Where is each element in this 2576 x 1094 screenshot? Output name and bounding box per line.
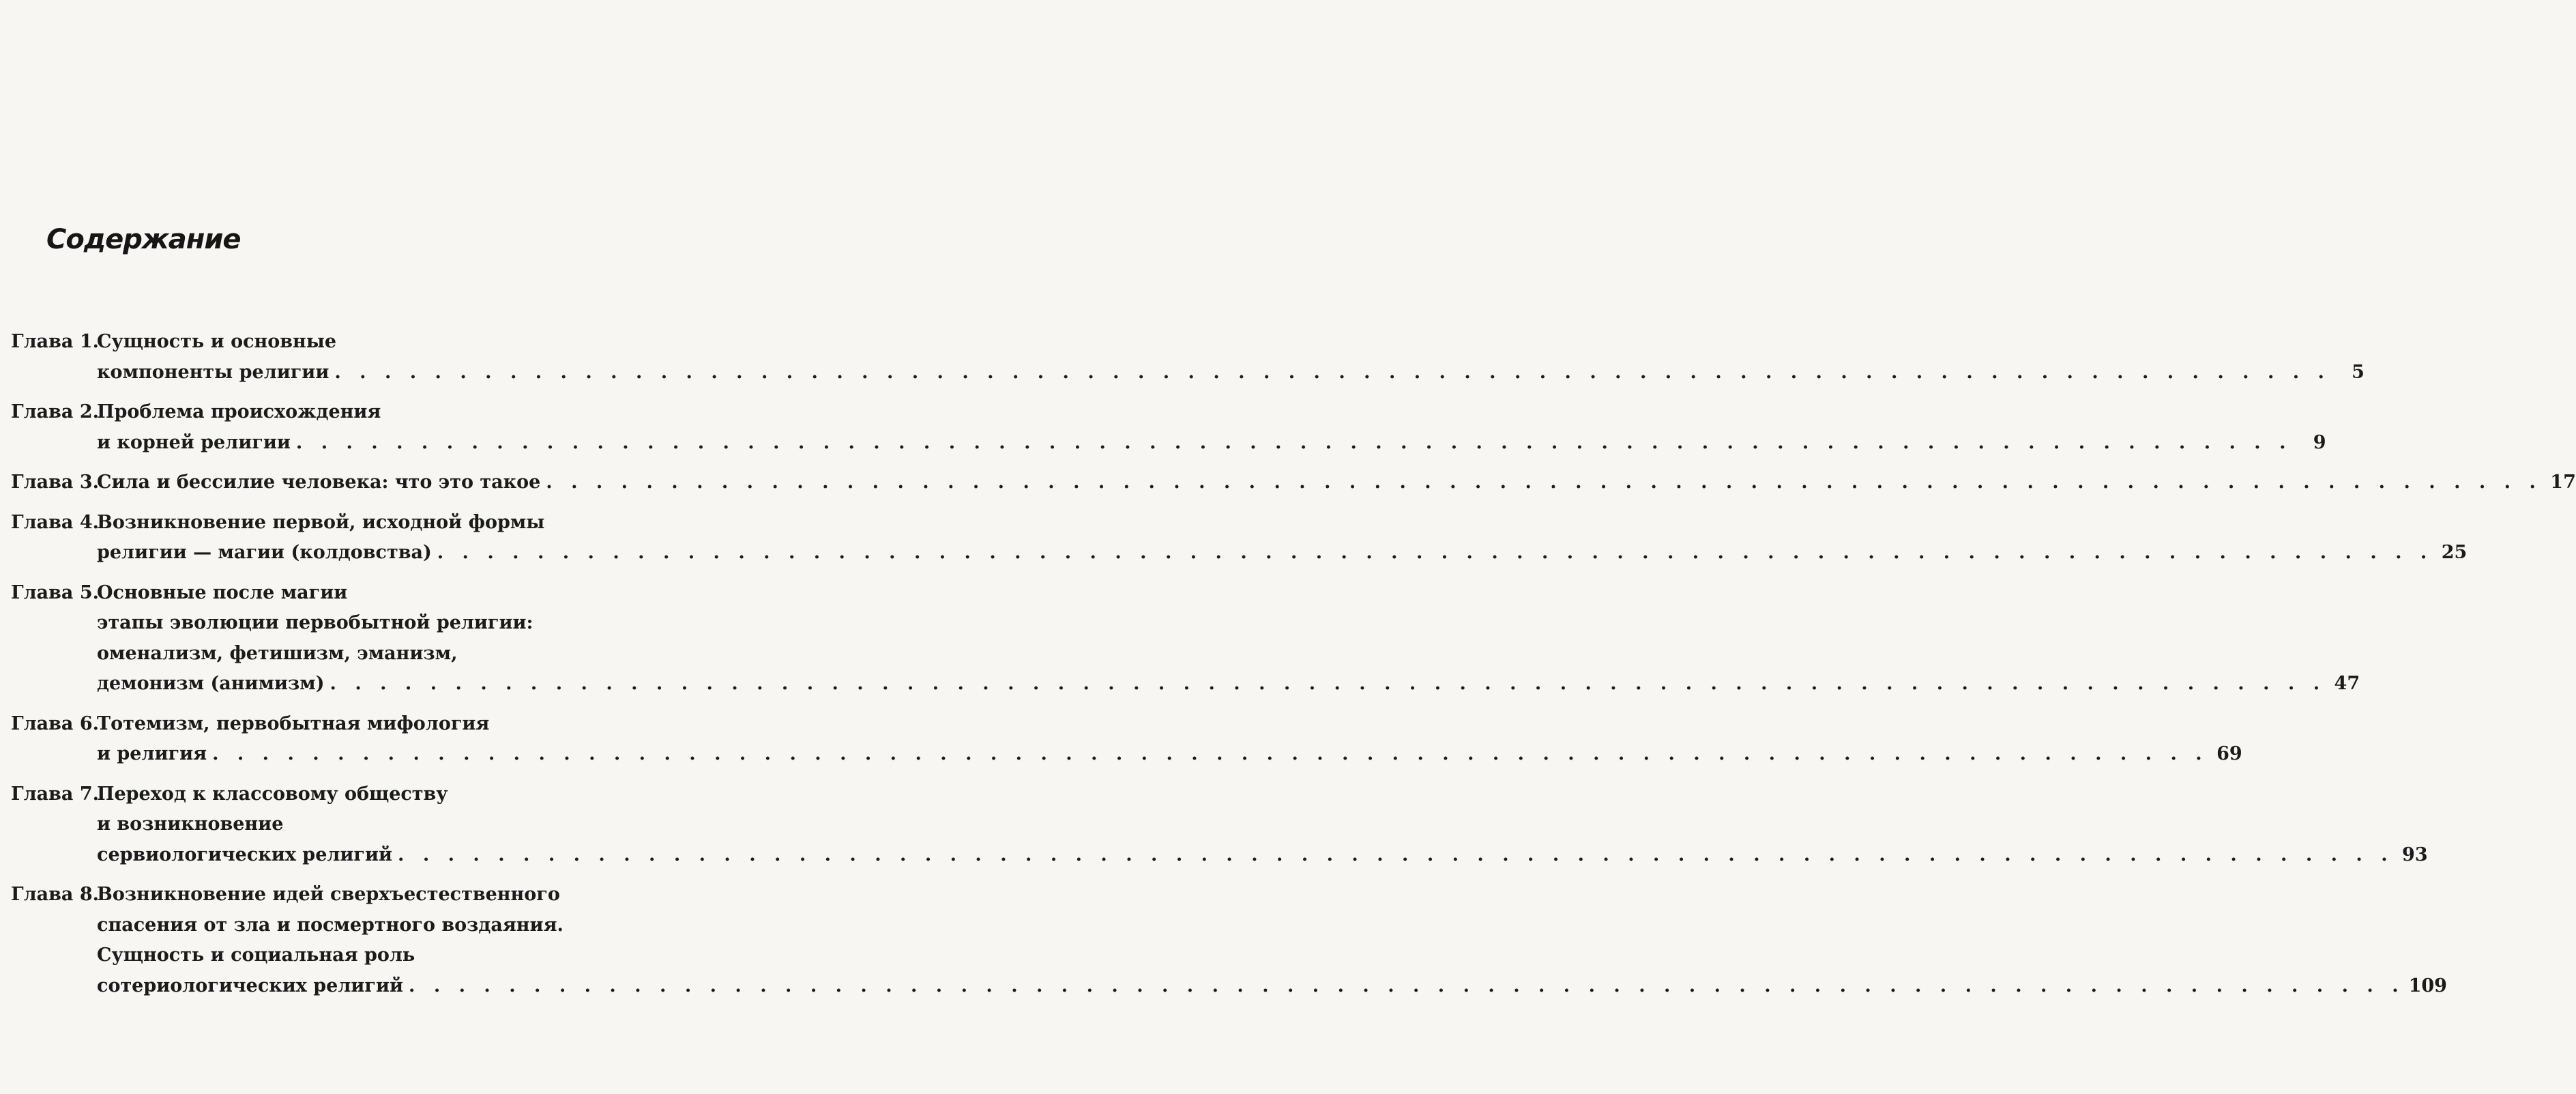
chapter-title-line	[97, 326, 599, 358]
page-title: Содержание	[46, 224, 241, 255]
chapter-title-text: Тотемизм, первобытная мифология	[97, 712, 490, 734]
chapter-label: Глава 3.	[11, 472, 100, 493]
chapter-title-line	[97, 779, 599, 810]
chapter-title-text: Возникновение идей сверхъестественного	[97, 884, 560, 905]
page-number: 93	[2402, 844, 2428, 865]
chapter-title-last-line	[97, 467, 2576, 498]
dot-leader: . . . . . . . . . . . . . . . . . . . . . . . . . . . . . . . . . . . . . . . . . . . . . . . . . . . . . . . . . . . . . . . . . . . . . . . . . . . . . . . .	[212, 743, 2208, 764]
dot-leader: . . . . . . . . . . . . . . . . . . . . . . . . . . . . . . . . . . . . . . . . . . . . . . . . . . . . . . . . . . . . . . . . . . . . . . . . . . . . . . . .	[398, 844, 2394, 865]
page-number: 5	[2352, 361, 2365, 383]
chapter-title-line	[97, 638, 599, 670]
chapter-title-line	[97, 879, 599, 910]
chapter-label: Глава 4.	[11, 511, 100, 533]
page-number: 9	[2313, 431, 2326, 453]
chapter-title-line	[97, 607, 599, 639]
dot-leader: . . . . . . . . . . . . . . . . . . . . . . . . . . . . . . . . . . . . . . . . . . . . . . . . . . . . . . . . . . . . . . . . . . . . . . . . . . . . . . . .	[330, 673, 2326, 694]
chapter-title-last-line	[97, 537, 2468, 568]
chapter-title-last-line	[97, 357, 2365, 388]
chapter-title-line	[97, 577, 599, 609]
chapter-label: Глава 6.	[11, 712, 100, 734]
chapter-label: Глава 5.	[11, 581, 100, 603]
chapter-title-last-line	[97, 839, 2428, 871]
chapter-label: Глава 2.	[11, 401, 100, 422]
dot-leader: . . . . . . . . . . . . . . . . . . . . . . . . . . . . . . . . . . . . . . . . . . . . . . . . . . . . . . . . . . . . . . . . . . . . . . . . . . . . . . . .	[409, 975, 2405, 996]
chapter-title-line	[97, 910, 599, 941]
chapter-title-line	[97, 397, 599, 428]
chapter-title-text: Возникновение первой, исходной формы	[97, 511, 545, 533]
chapter-title-text: Сила и бессилие человека: что это такое	[97, 472, 541, 493]
chapter-title-text: Сущность и основные	[97, 331, 337, 352]
chapter-title-text: религии — магии (колдовства)	[97, 542, 432, 563]
chapter-title-line	[97, 809, 599, 840]
chapter-title-last-line	[97, 668, 2360, 700]
page-number: 25	[2441, 542, 2468, 563]
chapter-title-text: демонизм (анимизм)	[97, 673, 325, 694]
chapter-title-line	[97, 708, 599, 740]
chapter-title-text: оменализм, фетишизм, эманизм,	[97, 642, 458, 664]
chapter-title-text: Основные после магии	[97, 581, 348, 603]
chapter-title-last-line	[97, 738, 2242, 770]
chapter-title-text: спасения от зла и посмертного воздаяния.	[97, 914, 564, 936]
chapter-title-text: сервиологических религий	[97, 844, 393, 865]
chapter-title-text: компоненты религии	[97, 361, 330, 383]
page-number: 47	[2334, 673, 2360, 694]
chapter-title-text: Сущность и социальная роль	[97, 945, 415, 966]
page-number: 69	[2216, 743, 2242, 764]
chapter-title-text: этапы эволюции первобытной религии:	[97, 612, 533, 633]
chapter-label: Глава 8.	[11, 884, 100, 905]
chapter-title-text: Проблема происхождения	[97, 401, 381, 422]
chapter-title-line	[97, 940, 599, 971]
chapter-title-text: и возникновение	[97, 814, 284, 835]
dot-leader: . . . . . . . . . . . . . . . . . . . . . . . . . . . . . . . . . . . . . . . . . . . . . . . . . . . . . . . . . . . . . . . . . . . . . . . . . . . . . . . .	[334, 361, 2330, 383]
page-number: 17	[2550, 472, 2576, 493]
dot-leader: . . . . . . . . . . . . . . . . . . . . . . . . . . . . . . . . . . . . . . . . . . . . . . . . . . . . . . . . . . . . . . . . . . . . . . . . . . . . . . . .	[295, 431, 2292, 453]
chapter-label: Глава 7.	[11, 783, 100, 805]
dot-leader: . . . . . . . . . . . . . . . . . . . . . . . . . . . . . . . . . . . . . . . . . . . . . . . . . . . . . . . . . . . . . . . . . . . . . . . . . . . . . . . .	[546, 472, 2542, 493]
chapter-title-text: Переход к классовому обществу	[97, 783, 448, 805]
chapter-title-last-line	[97, 970, 2447, 1002]
chapter-title-line	[97, 507, 599, 538]
chapter-label: Глава 1.	[11, 331, 100, 352]
chapter-title-text: и корней религии	[97, 431, 291, 453]
chapter-title-text: и религия	[97, 743, 207, 764]
page-number: 109	[2408, 975, 2447, 996]
chapter-title-text: сотериологических религий	[97, 975, 404, 996]
chapter-title-last-line	[97, 427, 2326, 459]
dot-leader: . . . . . . . . . . . . . . . . . . . . . . . . . . . . . . . . . . . . . . . . . . . . . . . . . . . . . . . . . . . . . . . . . . . . . . . . . . . . . . . .	[437, 542, 2433, 563]
